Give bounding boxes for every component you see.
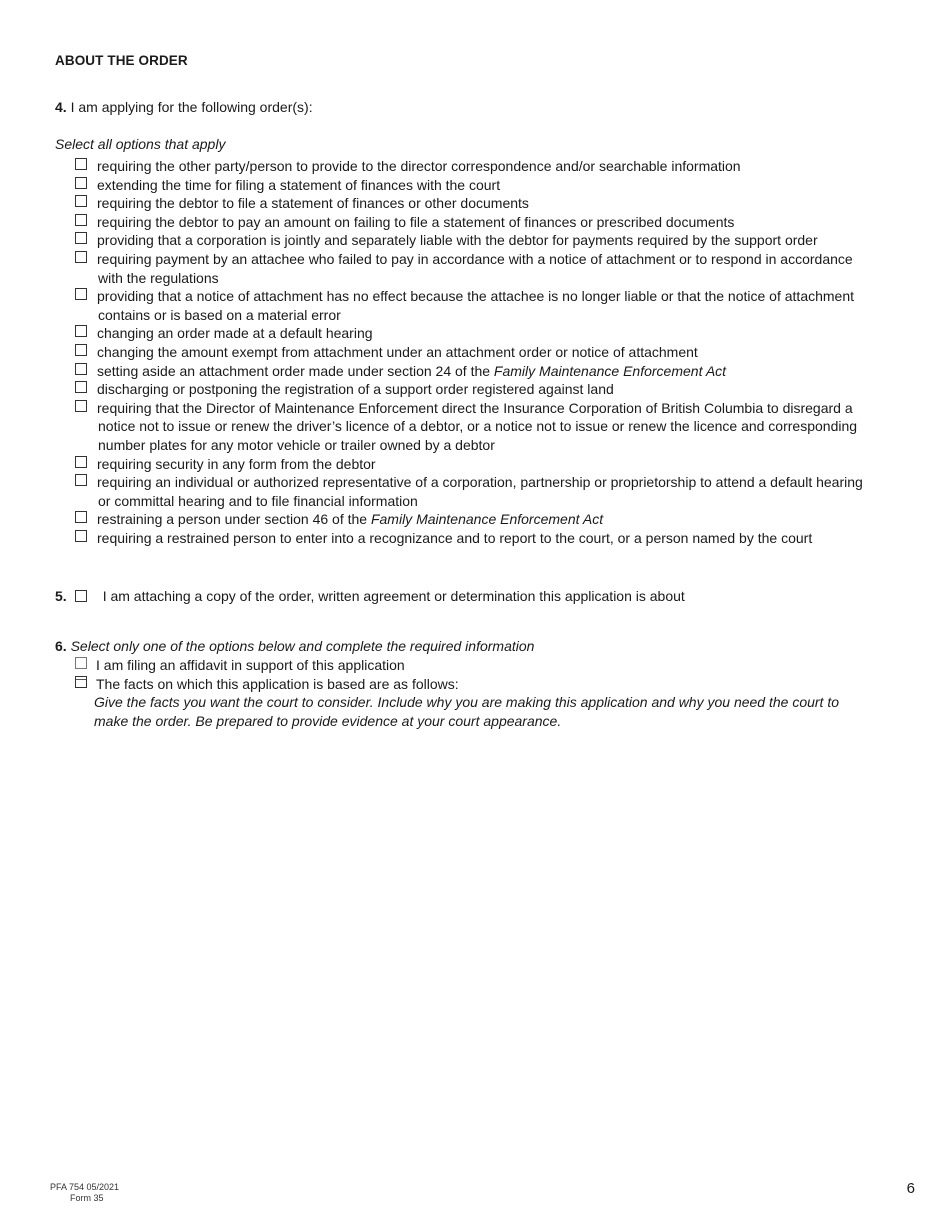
option-label: providing that a notice of attachment has no effect because the attachee is no longer liable or that the notice of attachment bbox=[97, 288, 855, 305]
form-number: Form 35 bbox=[70, 1193, 104, 1203]
option-checkbox[interactable] bbox=[75, 400, 87, 412]
act-name: Family Maintenance Enforcement Act bbox=[370, 511, 604, 528]
option-checkbox[interactable] bbox=[75, 251, 87, 263]
facts-instruction-line: make the order. Be prepared to provide evidence at your court appearance. bbox=[94, 713, 562, 729]
option-label: requiring the other party/person to provide to the director correspondence and/or searchable information bbox=[97, 158, 741, 174]
order-option[interactable] bbox=[74, 455, 874, 474]
order-option[interactable] bbox=[74, 213, 874, 232]
attach-order-label: I am attaching a copy of the order, written agreement or determination this application is about bbox=[102, 588, 685, 604]
option-checkbox[interactable] bbox=[75, 214, 87, 226]
order-option[interactable] bbox=[74, 399, 874, 455]
question-4-instruction: Select all options that apply bbox=[55, 136, 226, 152]
attach-order-checkbox[interactable] bbox=[75, 590, 87, 602]
option-label: restraining a person under section 46 of the Family Maintenance Enforcement Act bbox=[97, 511, 604, 528]
order-option[interactable] bbox=[74, 176, 874, 195]
order-option[interactable] bbox=[74, 343, 874, 362]
order-options-list bbox=[74, 157, 874, 547]
option-facts[interactable] bbox=[74, 675, 459, 694]
option-label-continuation: notice not to issue or renew the driver’s licence of a debtor, or a notice not to issue or renew the licence and corresponding bbox=[98, 418, 858, 435]
option-checkbox[interactable] bbox=[75, 158, 87, 170]
option-label: requiring security in any form from the debtor bbox=[97, 455, 376, 472]
affidavit-checkbox[interactable] bbox=[75, 657, 87, 669]
option-label-continuation: or committal hearing and to file financial information bbox=[98, 492, 418, 509]
option-label: discharging or postponing the registration of a support order registered against land bbox=[97, 381, 614, 398]
order-option[interactable] bbox=[74, 362, 874, 381]
option-label: changing the amount exempt from attachment under an attachment order or notice of attachment bbox=[97, 343, 698, 360]
order-option[interactable] bbox=[74, 529, 874, 548]
option-checkbox[interactable] bbox=[75, 195, 87, 207]
option-affidavit[interactable] bbox=[74, 656, 459, 675]
page-number: 6 bbox=[906, 1180, 915, 1197]
option-checkbox[interactable] bbox=[75, 344, 87, 356]
option-checkbox[interactable] bbox=[75, 456, 87, 468]
order-option[interactable] bbox=[74, 324, 874, 343]
option-label: requiring a restrained person to enter into a recognizance and to report to the court, or a person named by the court bbox=[97, 529, 813, 546]
option-label: providing that a corporation is jointly and separately liable with the debtor for payments required by the support order bbox=[97, 232, 818, 249]
question-6-options bbox=[74, 656, 459, 693]
question-5 bbox=[55, 588, 685, 604]
act-name: Family Maintenance Enforcement Act bbox=[493, 362, 727, 379]
question-6 bbox=[55, 638, 534, 654]
question-text: I am applying for the following order(s): bbox=[70, 99, 313, 115]
order-option[interactable] bbox=[74, 231, 874, 250]
facts-checkbox[interactable] bbox=[75, 676, 87, 688]
order-option[interactable] bbox=[74, 250, 874, 287]
facts-instruction bbox=[94, 693, 874, 731]
order-option[interactable] bbox=[74, 380, 874, 399]
question-6-instruction: Select only one of the options below and complete the required information bbox=[70, 638, 535, 654]
option-checkbox[interactable] bbox=[75, 232, 87, 244]
form-code-text: PFA 754 05/2021 bbox=[50, 1182, 120, 1192]
option-label: requiring payment by an attachee who failed to pay in accordance with a notice of attachment or to respond in accordance bbox=[97, 250, 853, 267]
option-label-continuation: with the regulations bbox=[98, 269, 219, 286]
option-label: requiring that the Director of Maintenance Enforcement direct the Insurance Corporation of British Columbia to disregard a bbox=[97, 399, 853, 416]
order-option[interactable] bbox=[74, 473, 874, 510]
order-option[interactable] bbox=[74, 287, 874, 324]
section-title: ABOUT THE ORDER bbox=[55, 53, 188, 68]
option-label: extending the time for filing a statement of finances with the court bbox=[97, 176, 501, 193]
order-option[interactable] bbox=[74, 194, 874, 213]
facts-instruction-line: Give the facts you want the court to consider. Include why you are making this application and why you need the court to bbox=[94, 694, 840, 710]
option-checkbox[interactable] bbox=[75, 530, 87, 542]
option-label: setting aside an attachment order made under section 24 of the Family Maintenance Enforcement Act bbox=[97, 362, 727, 379]
option-checkbox[interactable] bbox=[75, 381, 87, 393]
question-number: 6. bbox=[55, 638, 67, 654]
order-option[interactable] bbox=[74, 510, 874, 529]
option-checkbox[interactable] bbox=[75, 474, 87, 486]
option-checkbox[interactable] bbox=[75, 325, 87, 337]
form-code bbox=[50, 1182, 119, 1204]
option-label: requiring an individual or authorized representative of a corporation, partnership or proprietorship to attend a default hearing bbox=[97, 474, 863, 491]
option-label: requiring the debtor to pay an amount on failing to file a statement of finances or prescribed documents bbox=[97, 213, 735, 230]
question-number: 5. bbox=[55, 588, 67, 604]
option-checkbox[interactable] bbox=[75, 288, 87, 300]
option-label: changing an order made at a default hearing bbox=[97, 325, 373, 342]
affidavit-label: I am filing an affidavit in support of this application bbox=[96, 657, 405, 673]
question-number: 4. bbox=[55, 99, 67, 115]
option-label-continuation: number plates for any motor vehicle or trailer owned by a debtor bbox=[98, 436, 495, 453]
option-label-continuation: contains or is based on a material error bbox=[98, 306, 341, 323]
order-option[interactable] bbox=[74, 157, 874, 176]
option-checkbox[interactable] bbox=[75, 177, 87, 189]
option-label: requiring the debtor to file a statement of finances or other documents bbox=[97, 195, 529, 212]
option-checkbox[interactable] bbox=[75, 363, 87, 375]
option-checkbox[interactable] bbox=[75, 511, 87, 523]
facts-label: The facts on which this application is based are as follows: bbox=[96, 675, 459, 692]
question-4 bbox=[55, 99, 313, 115]
